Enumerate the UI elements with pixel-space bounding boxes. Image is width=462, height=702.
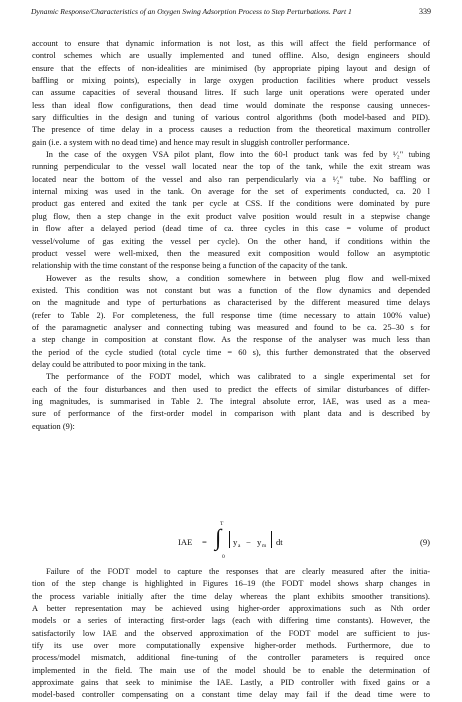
text-line: on the magnitude and type of perturbations as characterised by the different measured time delays	[32, 298, 430, 308]
text-line: tify its use over more computationally expensive higher-order methods. Furthermore, due to	[32, 641, 430, 651]
text-line: each of the four disturbances and then used to predict the effects of similar disturbances of differ-	[32, 384, 430, 394]
text-line: satisfactorily low IAE and the observed approximation of the FODT model are sufficient to jus-	[32, 628, 430, 638]
text-line: implemented in the field. The main use of the model should be to enable the determination of	[32, 665, 430, 675]
absolute-value-bar-right	[271, 531, 272, 548]
text-line: product gas entered and exited the tank per cycle at CSS. If the conditions were dominated by pure	[32, 199, 430, 209]
page-number: 339	[419, 7, 431, 16]
text-line: Failure of the FODT model to capture the responses that are clearly measured after the initia-	[46, 567, 430, 576]
text-line: However as the results show, a condition somewhere in between plug flow and well-mixed	[46, 273, 430, 283]
text-line: baffling or mixing points), especially in large oxygen production facilities where product vessels	[32, 76, 430, 86]
text-line: gain (i.e. a system with no dead time) and hence may result in sluggish controller performance.	[32, 137, 350, 147]
text-line: The performance of the FODT model, which was calibrated to a single experimental set for	[46, 372, 430, 382]
equation-y-actual-subscript: a	[238, 543, 241, 549]
body-text-lower	[32, 566, 430, 702]
running-title: Dynamic Response/Characteristics of an Oxygen Swing Adsorption Process to Step Perturbations. Part 1	[31, 7, 352, 16]
text-line: internal mixing was used in the tank. On average for the set of experiments conducted, ca. 20 l	[32, 187, 430, 197]
equation-differential: dt	[276, 537, 283, 547]
text-line: a step change in composition at constant flow. As the response of the analyser was much less than	[32, 335, 430, 345]
text-line: relationship with the time constant of the response being a function of the capacity of the tank.	[32, 261, 348, 271]
absolute-value-bar-left	[229, 531, 230, 548]
body-text-upper	[32, 38, 430, 433]
text-line: plug flow, then a step change in the exit product valve position would result in a stepwise change	[32, 211, 430, 221]
text-line: A better representation may be achieved using higher-order approximations such as Nth order	[32, 604, 430, 614]
text-line: equation (9):	[32, 421, 75, 431]
text-line: less than ideal flow configurations, then dead time would dominate the response causing unneces-	[32, 100, 430, 110]
running-head	[31, 7, 431, 21]
text-line: control schemes which are usually implemented and tuned offline. Also, design engineers should	[32, 51, 430, 61]
equation-y-actual: y	[233, 537, 238, 547]
equation-y-model-subscript: m	[262, 543, 267, 549]
text-line: located near the bottom of the vessel and also ran perpendicularly via a ¹⁄₂" tube. No baffling or	[32, 174, 430, 184]
integral-sign: ∫	[215, 525, 222, 550]
equation-lhs: IAE	[178, 537, 193, 547]
text-line: approximate gains that seek to minimise the IAE. Lastly, a PID controller with fixed gains or a	[32, 678, 430, 688]
text-line: can assume capacities of several thousand litres. If such large unit operations were operated under	[32, 88, 430, 98]
text-line: (refer to Table 2). For completeness, the full response time (time necessary to attain 100% value)	[32, 310, 430, 320]
text-line: The presence of time delay in a process causes a reduction from the theoretical maximum controller	[32, 125, 430, 135]
text-line: vessel/volume of gas exiting the vessel per cycle). On the other hand, if conditions within the	[32, 236, 430, 246]
text-line: sure of performance of the first-order model in comparison with plant data and is described by	[32, 409, 430, 419]
text-line: the process variable initially after the time delay whereas the plant exhibits smoother transitions).	[32, 591, 430, 601]
text-line: ensure that the effects of non-idealities are minimised (by appropriate piping layout and design of	[32, 63, 430, 73]
equation-number: (9)	[419, 537, 430, 547]
text-line: process/model mismatch, additional fine-tuning of the controller parameters is required once	[32, 653, 430, 663]
text-line: In the case of the oxygen VSA pilot plant, flow into the 60-l product tank was fed by ¹⁄₂" tubing	[46, 150, 430, 160]
text-line: model-based controller compensating on a constant time delay may fail if the dead time were to	[32, 690, 430, 700]
text-line: in flow after a delayed period (dead time of ca. three cycles in this case = volume of product	[32, 224, 430, 234]
text-line: tion of the step change is highlighted in Figures 16–19 (the FODT model shows sharp changes in	[32, 579, 430, 589]
text-line: delay could be attributed to poor mixing in the tank.	[32, 359, 206, 369]
text-line: the period of the cycle studied (total cycle time = 60 s), this further demonstrated that the observed	[32, 347, 430, 357]
text-line: models or a series of interacting first-order lags (each with differing time constants). However, the	[32, 616, 430, 626]
text-line: existed. This condition was not constant but was a function of the flow dynamics and depended	[32, 285, 430, 295]
text-line: product vessel were well-mixed, then the measured exit composition would follow an asymptotic	[32, 248, 430, 258]
equation-y-model: y	[257, 537, 262, 547]
equation-minus-sign: −	[246, 537, 251, 547]
text-line: account to ensure that dynamic information is not lost, as this will affect the field performance of	[32, 39, 430, 48]
text-line: of the paramagnetic analyser and connecting tubing was measured and found to be ca. 25–30 s for	[32, 322, 430, 332]
text-line: ing magnitudes, is summarised in Table 2. The integral absolute error, IAE, was used as a mea-	[32, 396, 430, 406]
text-line: sary difficulties in the design and tuning of various control algorithms (both model-based and PID).	[32, 113, 430, 123]
text-line: running perpendicular to the vessel wall located near the top of the tank, while the exit stream was	[32, 162, 430, 172]
integral-upper-limit: T	[220, 521, 224, 527]
integral-lower-limit: 0	[222, 554, 225, 560]
equation-equals-sign: =	[202, 537, 207, 547]
